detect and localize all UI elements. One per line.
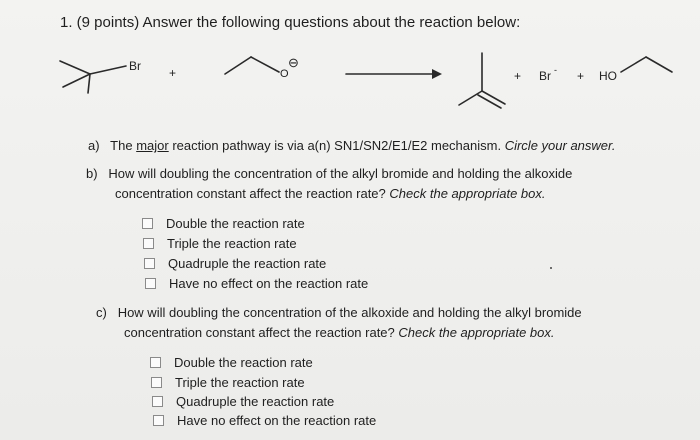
question-b-line2 xyxy=(115,186,546,201)
tbubr-bond-3 xyxy=(88,74,90,93)
checkbox[interactable] xyxy=(150,357,161,368)
question-b-instruction: Check the appropriate box. xyxy=(389,186,546,201)
question-title: 1. (9 points) Answer the following questions about the reaction below: xyxy=(60,14,521,31)
ethoxide-bond-1 xyxy=(225,57,251,74)
product-plus-2: + xyxy=(577,69,585,83)
reaction-scheme xyxy=(0,30,700,125)
ethoxide-bond-2 xyxy=(251,57,279,72)
question-a-text-after: reaction pathway is via a(n) SN1/SN2/E1/E2 mechanism. xyxy=(168,138,502,153)
oxygen-label: O xyxy=(280,68,289,80)
question-c-line2-text: concentration constant affect the reaction rate? xyxy=(124,325,395,340)
question-c-marker: c) xyxy=(96,305,107,320)
bromide-charge: - xyxy=(554,65,557,75)
checkbox[interactable] xyxy=(151,377,162,388)
question-a-text-before: The xyxy=(110,138,137,153)
question-b-option-2[interactable] xyxy=(143,236,297,251)
question-b-line1-text: How will doubling the concentration of the alkyl bromide and holding the alkoxide xyxy=(108,166,573,181)
checkbox[interactable] xyxy=(142,218,153,229)
checkbox[interactable] xyxy=(145,278,156,289)
option-label: Triple the reaction rate xyxy=(167,236,297,251)
br-label: Br xyxy=(129,59,141,73)
question-c-line2 xyxy=(124,325,555,340)
isobutylene-bond-2 xyxy=(459,91,482,105)
question-c-line1 xyxy=(96,305,582,320)
option-label: Double the reaction rate xyxy=(166,216,305,231)
tbubr-bond-2 xyxy=(63,74,90,87)
question-c-option-4[interactable] xyxy=(153,413,376,428)
stray-dot xyxy=(550,267,552,269)
question-b-marker: b) xyxy=(86,166,98,181)
option-label: Triple the reaction rate xyxy=(175,375,305,390)
product-plus-1: + xyxy=(514,69,522,83)
option-label: Have no effect on the reaction rate xyxy=(177,413,377,428)
checkbox[interactable] xyxy=(152,396,163,407)
question-c-option-3[interactable] xyxy=(152,394,334,409)
question-b-option-4[interactable] xyxy=(145,276,368,291)
question-a xyxy=(88,138,615,153)
option-label: Quadruple the reaction rate xyxy=(168,256,327,271)
reaction-arrow-head xyxy=(432,69,442,79)
isobutylene-double-bond-b xyxy=(478,95,501,108)
negative-charge-symbol: ⊖ xyxy=(288,55,299,70)
checkbox[interactable] xyxy=(143,238,154,249)
question-b-line2-text: concentration constant affect the reaction rate? xyxy=(115,186,386,201)
checkbox[interactable] xyxy=(153,415,164,426)
question-a-marker: a) xyxy=(88,138,100,153)
question-a-instruction: Circle your answer. xyxy=(504,138,616,153)
isobutylene-double-bond-a xyxy=(482,91,505,104)
checkbox[interactable] xyxy=(144,258,155,269)
question-b-line1 xyxy=(86,166,572,181)
option-label: Have no effect on the reaction rate xyxy=(169,276,369,291)
tbubr-bond-1 xyxy=(60,61,90,74)
question-b-option-3[interactable] xyxy=(144,256,326,271)
option-label: Quadruple the reaction rate xyxy=(176,394,335,409)
question-b-option-1[interactable] xyxy=(142,216,305,231)
question-c-instruction: Check the appropriate box. xyxy=(398,325,555,340)
ethanol-bond-2 xyxy=(646,57,672,72)
question-c-option-2[interactable] xyxy=(151,375,305,390)
ethanol-bond-1 xyxy=(621,57,646,72)
question-a-major: major xyxy=(136,138,169,153)
question-c-line1-text: How will doubling the concentration of the alkoxide and holding the alkyl bromide xyxy=(117,305,582,320)
ho-label: HO xyxy=(599,69,617,83)
option-label: Double the reaction rate xyxy=(174,355,313,370)
question-c-option-1[interactable] xyxy=(150,355,313,370)
bromide-label: Br xyxy=(539,69,551,83)
plus-sign: + xyxy=(169,66,177,80)
tbubr-bond-br xyxy=(90,66,126,74)
